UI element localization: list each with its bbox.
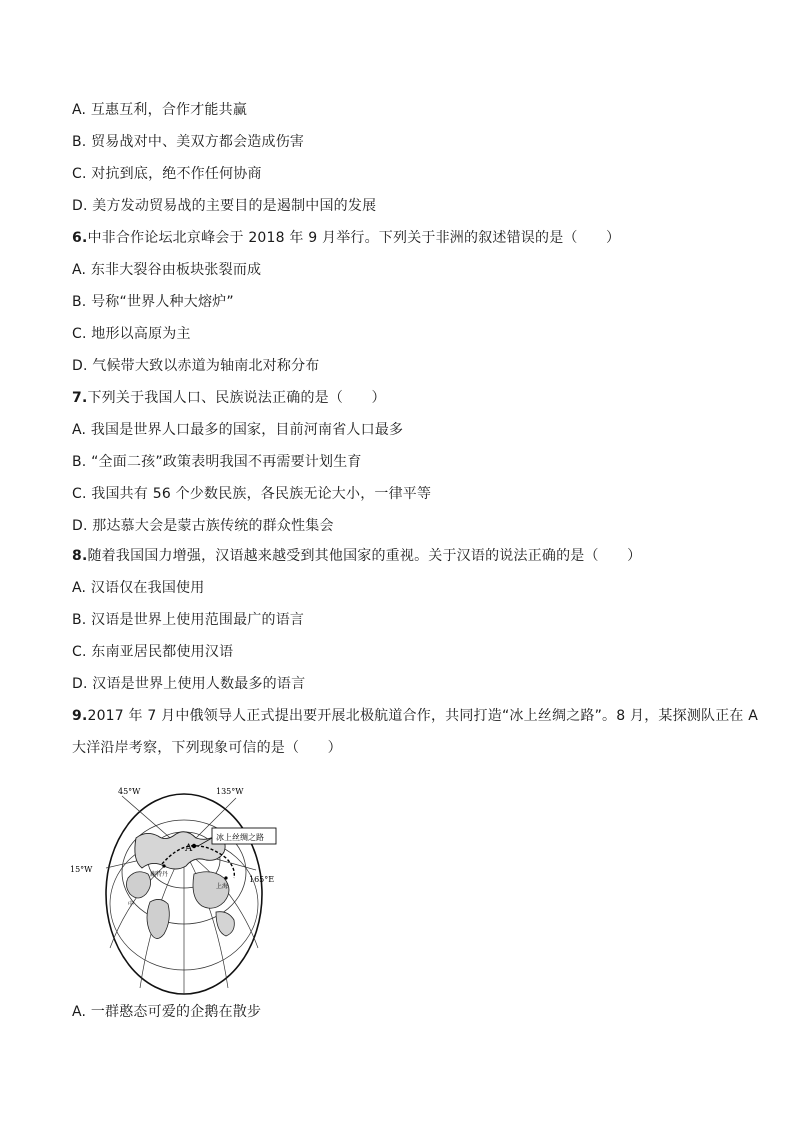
q9-number: 9.: [72, 708, 88, 724]
label-15w: 15°W: [70, 865, 93, 874]
label-135w: 135°W: [216, 787, 244, 796]
label-rotterdam: 鹿特丹: [150, 871, 169, 878]
q6-number: 6.: [72, 230, 88, 246]
q8-option-c: C. 东南亚居民都使用汉语: [72, 644, 234, 660]
q7-stem-text: 下列关于我国人口、民族说法正确的是（ ）: [87, 390, 386, 406]
q8-number: 8.: [72, 548, 88, 564]
label-route: 冰上丝绸之路: [216, 833, 264, 842]
q7-number: 7.: [72, 390, 88, 406]
q5-option-d: D. 美方发动贸易战的主要目的是遏制中国的发展: [72, 198, 377, 214]
label-165e: 165°E: [249, 875, 275, 884]
q7-stem: [72, 388, 386, 408]
q7-option-a: A. 我国是世界人口最多的国家，目前河南省人口最多: [72, 422, 404, 438]
q5-option-c: C. 对抗到底，绝不作任何协商: [72, 166, 262, 182]
q8-stem-text: 随着我国国力增强，汉语越来越受到其他国家的重视。关于汉语的说法正确的是（ ）: [87, 548, 642, 564]
q9-option-a: A. 一群憨态可爱的企鹅在散步: [72, 1004, 262, 1020]
q7-option-c: C. 我国共有 56 个少数民族，各民族无论大小，一律平等: [72, 486, 432, 502]
label-a: A: [185, 843, 193, 854]
q9-stem-line1: [72, 706, 758, 726]
polar-route-map: [66, 778, 296, 996]
label-shanghai: 上海: [216, 883, 229, 890]
q8-option-d: D. 汉语是世界上使用人数最多的语言: [72, 676, 306, 692]
q7-option-b: B. “全面二孩”政策表明我国不再需要计划生育: [72, 454, 362, 470]
label-china: 中: [128, 901, 135, 908]
q6-option-b: B. 号称“世界人种大熔炉”: [72, 294, 234, 310]
q6-option-a: A. 东非大裂谷由板块张裂而成: [72, 262, 262, 278]
q5-option-a: A. 互惠互利，合作才能共赢: [72, 102, 248, 118]
q9-stem-line2: 大洋沿岸考察，下列现象可信的是（ ）: [72, 740, 342, 756]
q6-option-c: C. 地形以高原为主: [72, 326, 191, 342]
q8-stem: [72, 546, 641, 566]
q7-option-d: D. 那达慕大会是蒙古族传统的群众性集会: [72, 518, 334, 534]
q8-option-a: A. 汉语仅在我国使用: [72, 580, 205, 596]
q6-option-d: D. 气候带大致以赤道为轴南北对称分布: [72, 358, 320, 374]
q5-option-b: B. 贸易战对中、美双方都会造成伤害: [72, 134, 305, 150]
q6-stem-text: 中非合作论坛北京峰会于 2018 年 9 月举行。下列关于非洲的叙述错误的是（ ）: [87, 230, 621, 246]
point-a-marker: [192, 844, 196, 848]
q9-stem-text: 2017 年 7 月中俄领导人正式提出要开展北极航道合作，共同打造“冰上丝绸之路”。8 月，某探测队正在 A: [87, 708, 759, 724]
q8-option-b: B. 汉语是世界上使用范围最广的语言: [72, 612, 305, 628]
label-45w: 45°W: [118, 787, 141, 796]
q6-stem: [72, 228, 620, 248]
